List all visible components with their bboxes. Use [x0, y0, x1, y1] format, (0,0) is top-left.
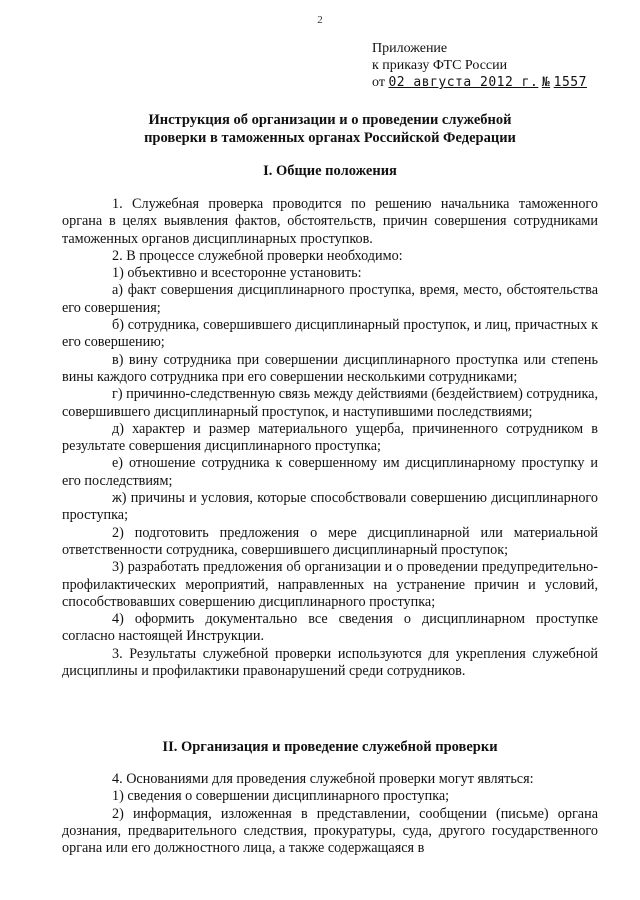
- paragraph: е) отношение сотрудника к совершенному им дисциплинарному проступку и его последствиям;: [62, 455, 598, 489]
- section-body: [62, 771, 598, 857]
- section-heading: I. Общие положения: [263, 163, 397, 179]
- appendix-header: [372, 40, 587, 91]
- paragraph: 4. Основаниями для проведения служебной проверки могут являться:: [112, 771, 534, 787]
- paragraph: 1. Служебная проверка проводится по решению начальника таможенного органа в целях выявления фактов, обстоятельств, причин совершения сотрудниками таможенных органов дисциплинарных проступков.: [62, 196, 598, 247]
- paragraph: 1) объективно и всесторонне установить:: [112, 265, 362, 282]
- paragraph: 3) разработать предложения об организации и о проведении предупредительно-профилактических мероприятий, направленных на устранение причин и условий, способствовавших совершению дисциплинарного проступка;: [62, 559, 598, 610]
- appendix-order-ref: к приказу ФТС России: [372, 58, 508, 73]
- paragraph: 2) информация, изложенная в представлении, сообщении (письме) органа дознания, предварительного следствия, прокуратуры, суда, другого государственного органа или его должностного лица, а также содержащаяся в: [62, 805, 598, 857]
- section-heading: II. Организация и проведение служебной проверки: [162, 739, 498, 755]
- paragraph: 2) подготовить предложения о мере дисциплинарной или материальной ответственности сотрудника, совершившего дисциплинарный проступок;: [62, 524, 598, 558]
- paragraph: б) сотрудника, совершившего дисциплинарный проступок, и лиц, причастных к его совершению;: [62, 317, 598, 351]
- paragraph: 2. В процессе служебной проверки необходимо:: [112, 247, 403, 264]
- order-date: 02 августа 2012 г.: [388, 75, 539, 90]
- section-body: [62, 196, 598, 680]
- paragraph: г) причинно-следственную связь между действиями (бездействием) сотрудника, совершившего дисциплинарный проступок, и наступившими последствиями;: [62, 386, 598, 420]
- page-number: 2: [317, 14, 323, 26]
- date-prefix: от: [372, 75, 385, 90]
- paragraph: 1) сведения о совершении дисциплинарного проступка;: [112, 788, 450, 805]
- paragraph: в) вину сотрудника при совершении дисциплинарного проступка или степень вины каждого сотрудника при его совершении несколькими сотрудниками;: [62, 351, 598, 385]
- paragraph: а) факт совершения дисциплинарного проступка, время, место, обстоятельства его совершения;: [62, 282, 598, 316]
- number-sign: №: [541, 75, 551, 90]
- appendix-date-line: [372, 74, 587, 91]
- appendix-label: Приложение: [372, 41, 448, 56]
- title-line-2: проверки в таможенных органах Российской Федерации: [144, 130, 516, 146]
- title-line-1: Инструкция об организации и о проведении служебной: [148, 112, 512, 128]
- paragraph: ж) причины и условия, которые способствовали совершению дисциплинарного проступка;: [62, 490, 598, 524]
- paragraph: 4) оформить документально все сведения о дисциплинарном проступке согласно настоящей Инструкции.: [62, 611, 598, 645]
- document-title: [60, 111, 600, 147]
- paragraph: 3. Результаты служебной проверки используются для укрепления служебной дисциплины и профилактики правонарушений среди сотрудников.: [62, 645, 598, 680]
- order-number: 1557: [553, 75, 587, 90]
- paragraph: д) характер и размер материального ущерба, причиненного сотрудником в результате совершения дисциплинарного проступка;: [62, 420, 598, 455]
